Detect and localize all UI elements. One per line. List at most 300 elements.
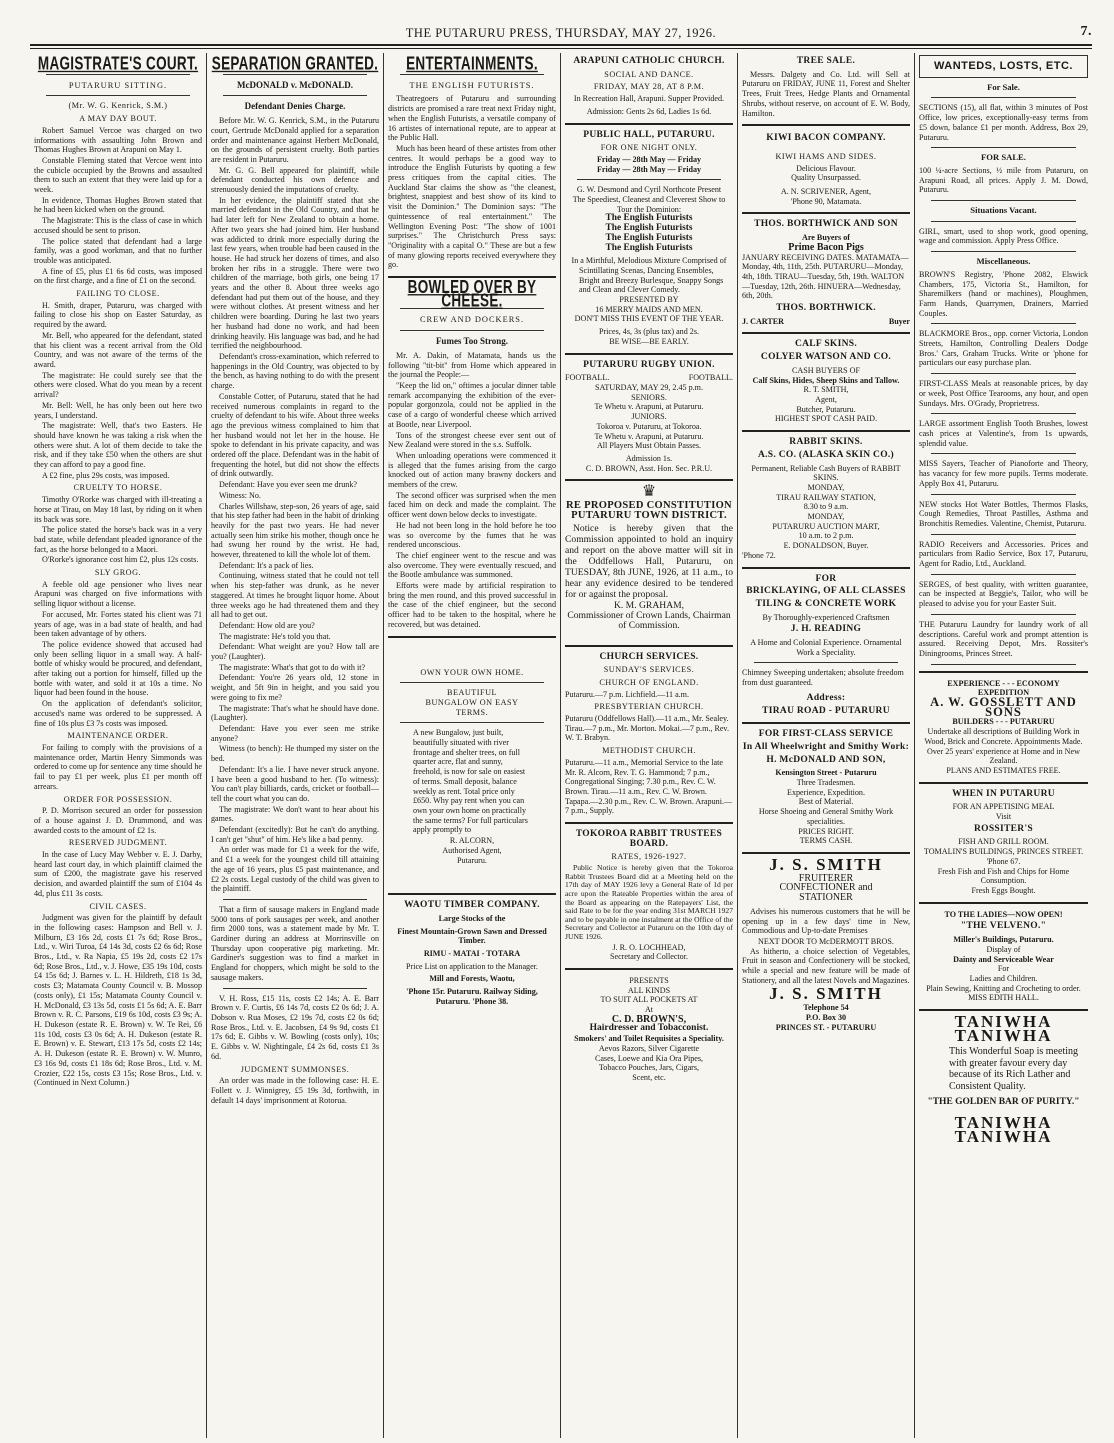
ad-trade: Hairdresser and Tobacconist. bbox=[589, 1023, 709, 1034]
paragraph: In her evidence, the plaintiff stated that she married defendant in the Old Country, and that he had later left for New Zealand to obtain a home. After two years she had joined him. Her husband was addicted to drink more especially during the last few years, when trouble had been caused in the house. He had struck her dozens of times, and also broken her ribs in a struggle. There were two children of the marriage, both girls, one being 17 years and the other 8. About three weeks ago defendant had put them out of the house, and they were without clothes. At present witness and her children were boarding. During he last two years her husband had done no work, and had been drinking heavily. His language was bad, and he had terrified the neighbourhood. bbox=[211, 195, 379, 351]
ad-name: J. S. SMITH bbox=[769, 855, 883, 874]
paragraph: A feeble old age pensioner who lives near Arapuni was charged on five informations with selling liquor without a license. bbox=[34, 579, 202, 609]
ad-date: SATURDAY, MAY 29, 2.45 p.m. bbox=[594, 382, 703, 392]
subhead: PUTARURU SITTING. bbox=[68, 80, 168, 90]
ad-football-row bbox=[565, 373, 733, 383]
ad-company: A.S. CO. (ALASKA SKIN CO.) bbox=[757, 449, 895, 460]
divider bbox=[46, 74, 190, 75]
notice-sig-title: Commissioner of Crown Lands, Chairman of Commission. bbox=[567, 610, 731, 631]
notice-sig: J. R. O. LOCHHEAD, bbox=[612, 942, 686, 952]
ad-agent-title: Authorised Agent, bbox=[442, 845, 502, 855]
ad-brand: TANIWHA bbox=[954, 1113, 1053, 1133]
ad-agent-title: Agent, bbox=[815, 394, 837, 404]
ad-body: Undertake all descriptions of Building Work in Wood, Brick and Concrete. Appointments Made. bbox=[924, 727, 1083, 746]
article-body bbox=[211, 116, 379, 894]
ad-line: Horse Shoeing and General Smithy Work specialities. bbox=[758, 807, 894, 826]
ad-line: Calf Skins, Hides, Sheep Skins and Tallow. bbox=[752, 375, 900, 385]
ad-signature: E. DONALDSON, Buyer. bbox=[783, 541, 869, 551]
column-3 bbox=[384, 53, 561, 1438]
ad-calf-skins bbox=[742, 340, 910, 424]
ad-brand: TANIWHA bbox=[954, 1025, 1053, 1045]
paragraph: Defendant: How old are you? bbox=[219, 620, 315, 630]
ad-line: NEXT DOOR TO McDERMOTT BROS. bbox=[758, 936, 894, 946]
ad-admission: Admission: Gents 2s 6d, Ladies 1s 6d. bbox=[586, 106, 712, 116]
section-title: RESERVED JUDGMENT. bbox=[68, 838, 168, 848]
ad-line: BUILDERS - - - PUTARURU bbox=[952, 717, 1055, 727]
ad-line: 8.30 to 9 a.m. bbox=[803, 502, 849, 512]
ad-title: ARAPUNI CATHOLIC CHURCH. bbox=[573, 56, 725, 66]
divider bbox=[742, 722, 910, 724]
ad-title: RABBIT SKINS. bbox=[789, 437, 863, 448]
paragraph: The police evidence showed that accused had only been selling liquor in a small way. A half-bottle of whisky would be procured, and defendant, after taking out a portion for himself, filled up the bottle with water, and sold it at 10s a time. No liquor had been found in the house. bbox=[34, 639, 202, 698]
paragraph: The magistrate: He's told you that. bbox=[219, 631, 331, 641]
ad-venue: In Recreation Hall, Arapuni. Supper Provided. bbox=[573, 94, 725, 104]
notice-title: TOKOROA RABBIT TRUSTEES BOARD. bbox=[575, 829, 723, 849]
paragraph: The magistrate: What's that got to do with it? bbox=[219, 662, 366, 672]
magistrate-name: (Mr. W. G. Kenrick, S.M.) bbox=[68, 101, 168, 111]
ad-name: J. S. SMITH bbox=[769, 984, 883, 1004]
paragraph: Much has been heard of these artistes from other centres. It would perhaps be a good way to introduce the English Futurists by quoting a few press critiques from the capital cities. The Auckland Star claims the show as "the cleanest, brightest, snappiest and best show of its kind to visit the Dominion." The Dominion says: "The quintessence of real entertainment." The Wellington Evening Post: "The show of 1001 surprises." The Christchurch Press says: "Originality with a capital O." These are but a few of many glowing reports received everywhere they go. bbox=[388, 143, 556, 270]
court-sections bbox=[34, 114, 202, 1088]
ad-name: A. W. GOSSLETT AND SONS bbox=[930, 695, 1077, 719]
column-4 bbox=[561, 53, 738, 1438]
paragraph: When unloading operations were commenced it is alleged that the fumes arising from the cargo knocked out of action many brawny dockers and members of the crew. bbox=[388, 450, 556, 490]
ad-line: Finest Mountain-Grown Sawn and Dressed Timber. bbox=[397, 926, 547, 946]
divider bbox=[565, 968, 733, 970]
section-title: ORDER FOR POSSESSION. bbox=[63, 794, 173, 804]
ad-title: FOR bbox=[815, 573, 837, 584]
divider bbox=[223, 899, 367, 900]
ad-name: H. McDONALD AND SON, bbox=[766, 754, 886, 765]
headline-magistrates-court: MAGISTRATE'S COURT. bbox=[37, 53, 199, 74]
ad-line: DON'T MISS THIS EVENT OF THE YEAR. bbox=[574, 314, 724, 324]
divider bbox=[931, 614, 1076, 615]
divider bbox=[46, 95, 190, 96]
paragraph: Mr. G. G. Bell appeared for plaintiff, while defendant conducted his own defence and strenuously denied the imputations of cruelty. bbox=[211, 165, 379, 195]
rabbit-trustees-notice bbox=[565, 830, 733, 962]
church-times: Putaruru.—7 p.m. Lichfield.—11 a.m. bbox=[565, 689, 690, 699]
divider bbox=[223, 988, 367, 989]
masthead-title: THE PUTARURU PRESS, THURSDAY, MAY 27, 1926. bbox=[405, 26, 717, 40]
headline-bowled-over: BOWLED OVER BY CHEESE. bbox=[407, 276, 537, 310]
ad-name-line: The English Futurists bbox=[605, 232, 693, 243]
divider bbox=[931, 251, 1076, 252]
headline-entertainments: ENTERTAINMENTS. bbox=[406, 53, 538, 74]
subhead: McDONALD v. McDONALD. bbox=[237, 79, 353, 90]
ad-name-line: The English Futurists bbox=[605, 242, 693, 253]
paragraph: The Magistrate: This is the class of case in which accused should be sent to prison. bbox=[34, 216, 202, 235]
divider bbox=[400, 722, 544, 723]
paragraph: Charles Willshaw, step-son, 26 years of age, said that his step father had been in the habit of drinking heavily for the past two years. He had never actually seen him strike his mother, though once he had swung her round by the wrist. He had, however, threatened to kill the whole lot of them. bbox=[211, 501, 379, 560]
paragraph: The magistrate: Well, that's two Easters. He should have known he was taking a risk when the others were shut. A lot of them decide to take the risk, and if they take £50 when the others are shut they can afford to pay a good fine. bbox=[34, 421, 202, 470]
classified-ad: RADIO Receivers and Accessories. Prices and particulars from Radio Service, Box 17, Putaruru, Agent for Radio, Ltd., Auckland. bbox=[919, 539, 1088, 569]
ad-borthwick bbox=[742, 220, 910, 326]
headline-separation-granted: SEPARATION GRANTED. bbox=[211, 53, 379, 74]
divider bbox=[565, 822, 733, 824]
ad-line: BRICKLAYING, OF ALL CLASSES bbox=[746, 586, 906, 597]
paragraph: Defendant: It's a pack of lies. bbox=[219, 560, 314, 570]
section-title: SLY GROG. bbox=[94, 568, 142, 578]
ad-buyer-name: J. CARTER bbox=[742, 316, 784, 326]
classified-ad: LARGE assortment English Tooth Brushes, lowest cash prices at Valentine's, from 1s upwards, splendid value. bbox=[919, 419, 1088, 448]
ad-line: Are Buyers of bbox=[802, 233, 850, 243]
ad-name-line: The English Futurists bbox=[605, 213, 693, 224]
ad-line: Scintillating Scenas, Dancing Ensembles, Bright and Breezy Burlesque, Snappy Songs and Clean and Clever Comedy. bbox=[579, 265, 724, 295]
ad-line: 'Phone 15r. Putaruru. Railway Siding, Putaruru. 'Phone 38. bbox=[406, 987, 538, 1006]
notice-sig: K. M. GRAHAM, bbox=[613, 600, 685, 612]
divider bbox=[565, 479, 733, 481]
ad-line: Prices, 4s, 3s (plus tax) and 2s. bbox=[598, 327, 700, 337]
paragraph: Defendant's cross-examination, which referred to happenings in the Old Country, was objected to by the bench, as having nothing to do with the present charge. bbox=[211, 351, 379, 391]
subhead: CREW AND DOCKERS. bbox=[419, 315, 525, 325]
ad-gosslett bbox=[919, 679, 1088, 776]
ad-line: By Thoroughly-experienced Craftsmen bbox=[762, 612, 890, 622]
ad-line: JUNIORS. bbox=[631, 412, 667, 422]
ad-line: PLANS AND ESTIMATES FREE. bbox=[946, 765, 1061, 775]
ad-line: For bbox=[997, 964, 1010, 974]
divider bbox=[565, 353, 733, 355]
paragraph: In evidence, Thomas Hughes Brown stated that he had been kicked when on the ground. bbox=[34, 195, 202, 215]
notice-constitution bbox=[565, 483, 733, 631]
church-heading: METHODIST CHURCH. bbox=[602, 746, 696, 756]
paragraph: Mr. Bell, who appeared for the defendant, stated that his client was a recent arrival from the Old Country, and was not aware of the terms of the award. bbox=[34, 330, 202, 369]
ad-line: Price List on application to the Manager. bbox=[406, 961, 538, 971]
ad-title: PUBLIC HALL, PUTARURU. bbox=[583, 129, 715, 140]
ad-brand: TANIWHA bbox=[954, 1126, 1053, 1146]
ad-line: EXPERIENCE - - - ECONOMY bbox=[947, 678, 1060, 688]
ad-line: Visit bbox=[995, 812, 1012, 822]
ad-line: Over 25 years' experience at Home and in New Zealand. bbox=[927, 746, 1080, 766]
divider bbox=[742, 852, 910, 854]
ad-public-hall bbox=[565, 131, 733, 347]
classified-ad: BLACKMORE Bros., opp. corner Victoria, London Streets, Hamilton, Controlling Dealers Dodge Bros.' Cars, Graham Trucks. Write or 'phone for particulars our easy purchase plan. bbox=[919, 329, 1088, 368]
ad-name: C. D. BROWN'S, bbox=[611, 1013, 687, 1025]
ad-line: TO THE LADIES—NOW OPEN! bbox=[944, 909, 1063, 919]
ad-line: Prime Bacon Pigs bbox=[788, 241, 864, 253]
divider bbox=[577, 179, 721, 180]
ad-line: TIRAU RAILWAY STATION, bbox=[776, 492, 876, 502]
paragraph: Defendant: What weight are you? How tall are you? (Laughter). bbox=[211, 642, 379, 662]
page-number: 7. bbox=[1080, 24, 1092, 39]
paragraph: O'Rorke's ignorance cost him £2, plus 12s costs. bbox=[42, 555, 199, 565]
paragraph: In the case of Lucy May Webber v. E. J. Darby, heard last court day, in which plaintiff claimed the sum of £200, the magistrate gave his reserved decision, and awarded plaintiff the sum of £104 4s 4d, plus £11 3s costs. bbox=[34, 850, 202, 898]
ad-phone: 'Phone 72. bbox=[742, 550, 776, 560]
ad-title: WAOTU TIMBER COMPANY. bbox=[404, 900, 540, 911]
ad-date-line: Friday — 28th May — Friday bbox=[596, 154, 702, 164]
ad-title: OWN YOUR OWN HOME. bbox=[420, 667, 524, 677]
ad-line: Admission 1s. bbox=[625, 453, 673, 463]
divider bbox=[742, 212, 910, 214]
ad-title: CALF SKINS. bbox=[794, 339, 858, 350]
paragraph: The chief engineer went to the rescue and was also overcome. They were eventually rescued, and the Bootle ambulance was summoned. bbox=[388, 550, 556, 580]
ad-line: The Speediest, Cleanest and Cleverest Show to Tour the Dominion: bbox=[572, 195, 726, 214]
ad-signature: C. D. BROWN, Asst. Hon. Sec. P.R.U. bbox=[585, 463, 713, 473]
ad-name: J. H. READING bbox=[790, 624, 862, 635]
ad-line: Plain Sewing, Knitting and Crocheting to order. bbox=[926, 983, 1081, 993]
ad-arapuni-church bbox=[565, 57, 733, 117]
ad-line: TILING & CONCRETE WORK bbox=[755, 598, 897, 609]
ad-line: Fresh Eggs Bought. bbox=[971, 886, 1036, 895]
ad-date-line: Friday — 28th May — Friday bbox=[596, 164, 702, 174]
subhead: Defendant Denies Charge. bbox=[244, 101, 346, 112]
ad-buyer-label: Buyer bbox=[888, 316, 910, 326]
ad-line: In All Wheelwright and Smithy Work: bbox=[742, 741, 910, 752]
ad-line: 16 MERRY MAIDS AND MEN. bbox=[595, 304, 703, 314]
paragraph: Defendant: Have you ever seen me drunk? bbox=[219, 480, 357, 490]
divider bbox=[754, 662, 898, 663]
ad-line: Quality Unsurpassed. bbox=[791, 173, 861, 183]
notice-sub: RATES, 1926-1927. bbox=[611, 852, 687, 862]
paragraph: H. Smith, draper, Putaruru, was charged with failing to close his shop on Easter Saturday, as required by the award. bbox=[34, 300, 202, 330]
classified-section: For Sale. bbox=[987, 81, 1020, 92]
ad-body: A new Bungalow, just built, beautifully situated with river frontage and shelter trees, on full quarter acre, flat and sunny, freehold, is now for sale on easiest of terms. Small deposit, balance weekly as rent. Total price only £650. Why pay rent when you can own your own home on practically the same terms? For full particulars apply promptly to bbox=[413, 728, 528, 835]
ad-line: CONFECTIONER and bbox=[779, 882, 873, 894]
church-sub: SUNDAY'S SERVICES. bbox=[603, 665, 695, 675]
summonses-paragraph: An order was made in the following case: H. E. Follett v. J. Winnigrey, £5 19s 3d, forthwith, in default 14 days' imprisonment at Rotorua. bbox=[211, 1076, 379, 1105]
ad-line: FISH AND GRILL ROOM. bbox=[958, 837, 1049, 847]
article-body bbox=[388, 94, 556, 270]
ad-line: In a Mirthful, Melodious Mixture Comprised of bbox=[571, 256, 727, 266]
ad-address: PRINCES ST. - PUTARURU bbox=[775, 1022, 877, 1032]
ad-agent: R. ALCORN, bbox=[449, 836, 495, 846]
classified-ad: MISS Sayers, Teacher of Pianoforte and Theory, has vacancy for few more pupils. Terms moderate. Apply Box 41, Putaruru. bbox=[919, 459, 1088, 488]
ad-agent-place: Butcher, Putaruru. bbox=[796, 404, 856, 414]
ad-street: Kensington Street - Putaruru bbox=[775, 768, 877, 778]
paragraph: On the application of defendant's solicitor, accused's name was ordered to be suppressed. A fine of 10s plus £3 7s costs was imposed. bbox=[34, 699, 202, 728]
paragraph: The second officer was surprised when the men faced him on deck and made the complaint. The officer went down below decks to investigate. bbox=[388, 490, 556, 520]
ad-line: Smokers' and Toilet Requisites a Speciality. bbox=[574, 1034, 724, 1044]
paragraph: Defendant: You're 26 years old, 12 stone in weight, and 5ft 9in in height, and you said you were going to fix me? bbox=[211, 673, 379, 702]
paragraph: The magistrate: That's what he should have done. (Laughter). bbox=[211, 703, 379, 723]
ad-sub: FOR ONE NIGHT ONLY. bbox=[600, 143, 698, 153]
paragraph: Defendant (excitedly): But he can't do anything. I can't get "shut" of him. He's like a bad penny. bbox=[211, 825, 379, 844]
ad-po-box: P.O. Box 30 bbox=[805, 1012, 847, 1022]
ad-line: STATIONER bbox=[799, 892, 853, 904]
ad-rossiter bbox=[919, 790, 1088, 896]
divider bbox=[565, 123, 733, 125]
paragraph: Judgment was given for the plaintiff by default in the following cases: Hampson and Bell v. J. Milburn, £3 16s 2d, costs £1 7s 6d; Rose Bros., Ltd., v. Wiri Turoa, £4 14s 3d, costs £2 6s 6d; Rose Bros., Ltd., v. Ra Napia, £5 19s 2d, costs £2 17s 6d; Rose Bros., Ltd., v. J. Howe, £35 19s 10d, costs £4 15s 6d; J. Barnes v. L. H. Hildreth, £18 1s 3d, costs £3; Matamata County Council v. B. Mossop (costs only), £1 15s; Matamata County Council v. H. McDonald, £3 13s 5d, costs £1 5s 6d; A. E. Barr Brown v. R. C. Parsons, £19 6s 10d, costs £3 9s; A. H. Dukeson (estate R. E. Brown) v. W. Te Rei, £6 11s 10d, costs £3 0s 6d; A. H. Dukeson (estate R. E. Brown) v. E. Stewart, £13 17s 5d, costs £2 14s; A. H. Dukeson (estate R. E. Brown) v. W. Munro, £3 16s 9d, costs £1 18s 6d; Rose Bros., Ltd. v. M. Crozier, £22 15s, costs £3 15s; Rose Bros., Ltd. v. (Continued in Next Column.) bbox=[34, 913, 202, 1088]
ad-address: TIRAU ROAD - PUTARURU bbox=[762, 705, 890, 716]
ad-line: FRUITERER bbox=[798, 872, 854, 884]
ad-name: "THE VELVENO." bbox=[960, 921, 1047, 932]
ad-line: FOR AN APPETISING MEAL bbox=[952, 802, 1055, 812]
divider bbox=[400, 330, 544, 331]
ad-line: MONDAY, bbox=[807, 512, 845, 522]
masthead bbox=[30, 26, 1092, 42]
ad-tree-sale bbox=[742, 57, 910, 118]
ad-line: Three Tradesmen. bbox=[796, 778, 856, 788]
paragraph: Before Mr. W. G. Kenrick, S.M., in the Putaruru court, Gertrude McDonald applied for a separation order and maintenance against Herbert McDonald, on the grounds of persistent cruelty. Both parties are resident in Putaruru. bbox=[211, 116, 379, 164]
ad-agent: A. N. SCRIVENER, Agent, bbox=[780, 187, 872, 197]
divider bbox=[400, 682, 544, 683]
ad-title: TREE SALE. bbox=[796, 56, 856, 66]
divider bbox=[931, 534, 1076, 535]
church-times: Putaruru.—11 a.m., Memorial Service to the late Mr. R. Alcorn, Rev. T. G. Hammond; 7 p.m., Congregational Singing; 7.30 p.m., Rev. C. W. Brown. Tirau.—11 a.m., Rev. C. W. Brown. Tapapa.—2.30 p.m., Rev. C. W. Brown. Arapuni.—7 p.m., Supply. bbox=[565, 757, 733, 816]
classified-section: Miscellaneous. bbox=[976, 256, 1031, 267]
classified-ad: BROWN'S Registry, 'Phone 2082, Elswick Chambers, 175, Victoria St., Hamilton, for Sharemilkers (hand or machines), Ploughmen, Farm Hands, Quarrymen, Drainers, Married Couples. bbox=[919, 269, 1088, 318]
paragraph: An order was made for £1 a week for the wife, and £1 a week for the youngest child till attaining the age of 16 years, plus £5 past maintenance, and £2 2s costs. Legal custody of the child was given to the plaintiff. bbox=[211, 845, 379, 894]
ad-line: SENIORS. bbox=[631, 392, 667, 402]
divider bbox=[388, 636, 556, 638]
ad-agent: R. T. SMITH, bbox=[803, 385, 849, 395]
paragraph: He had not been long in the hold before he too was so overcome by the fumes that he was rendered unconscious. bbox=[388, 520, 556, 550]
ad-football-left: FOOTBALL. bbox=[565, 373, 610, 383]
divider bbox=[919, 671, 1088, 673]
ad-telephone: Telephone 54 bbox=[803, 1003, 849, 1013]
divider bbox=[742, 124, 910, 126]
ad-football-right: FOOTBALL. bbox=[688, 373, 733, 383]
classified-ad: NEW stocks Hot Water Bottles, Thermos Flasks, Cough Remedies, Throat Pastilles, Asthma and Bronchitis Remedies. Valentine, Chemist, Putaruru. bbox=[919, 499, 1088, 528]
classified-ad: THE Putaruru Laundry for laundry work of all descriptions. Careful work and prompt attention is assured. Receiving Depot, Mrs. Rossiter's Diningrooms, Princes Street. bbox=[919, 619, 1088, 658]
notice-body: Notice is hereby given that the Commission appointed to hold an inquiry and report on the above matter will sit in the Oddfellows Hall, Putaruru, on TUESDAY, 8th JUNE, 1926, at 11 a.m., to hear any evidence desired to be tendered for or against the proposal. bbox=[565, 523, 733, 601]
column-1 bbox=[30, 53, 207, 1438]
ad-title: THOS. BORTHWICK AND SON bbox=[754, 219, 898, 230]
ad-line: Best of Material. bbox=[798, 797, 854, 807]
ad-name: ROSSITER'S bbox=[974, 823, 1033, 834]
column-5 bbox=[738, 53, 915, 1438]
ad-line: Display of bbox=[986, 944, 1021, 954]
ad-date: FRIDAY, MAY 28, AT 8 P.M. bbox=[593, 82, 705, 92]
ad-body: Messrs. Dalgety and Co. Ltd. will Sell at Putaruru on FRIDAY, JUNE 11, Forest and Shelter Trees, Fruit Trees, Hedge Plants and Ornamental Shrubs, without reserve, on account of E. W. Body, Hamilton. bbox=[742, 69, 910, 118]
classified-ad: SECTIONS (15), all flat, within 3 minutes of Post Office, low prices, exceptionally-easy terms from £5 down, balance £1 per month. Address, Box 29, Putaruru. bbox=[919, 103, 1088, 142]
divider bbox=[400, 74, 544, 75]
divider bbox=[919, 782, 1088, 784]
ad-sub: SOCIAL AND DANCE. bbox=[604, 69, 694, 79]
columns bbox=[30, 53, 1092, 1438]
ad-phone: 'Phone 90, Matamata. bbox=[790, 196, 862, 206]
paragraph: Witness: No. bbox=[219, 490, 261, 500]
section-title: CIVIL CASES. bbox=[89, 901, 147, 911]
ad-line: BE WISE—BE EARLY. bbox=[609, 336, 689, 346]
column-6 bbox=[915, 53, 1092, 1438]
paragraph: A £2 fine, plus 29s costs, was imposed. bbox=[42, 470, 170, 480]
divider bbox=[742, 430, 910, 432]
ad-line: PRESENTED BY bbox=[619, 295, 679, 305]
paragraph: Efforts were made by artificial respiration to bring the men round, and this proved successful in the case of the chief engineer, but the second officer had to be taken to the hospital, where he recovered, but was detained. bbox=[388, 581, 556, 629]
ad-line: WHEN IN PUTARURU bbox=[952, 788, 1055, 799]
ad-mcdonald-smithy bbox=[742, 730, 910, 846]
paragraph: Tons of the strongest cheese ever sent out of New Zealand were stored in the s.s. Suffolk. bbox=[388, 430, 556, 450]
paragraph: The magistrate: He could surely see that the others were closed. What do you mean by a recent arrival? bbox=[34, 370, 202, 400]
paragraph: Theatregoers of Putaruru and surrounding districts are promised a rare treat next Friday night, when the English Futurists, a versatile company of 16 artistes of international repute, are to appear at the Public Hall. bbox=[388, 94, 556, 143]
section-title: MAINTENANCE ORDER. bbox=[67, 731, 169, 741]
ad-line: HIGHEST SPOT CASH PAID. bbox=[775, 414, 877, 424]
divider bbox=[742, 567, 910, 569]
ad-rugby-union bbox=[565, 361, 733, 474]
ad-dates: JANUARY RECEIVING DATES. MATAMATA—Monday, 4th, 11th, 25th. PUTARURU—Monday, 4th, 18th. TIRAU—Tuesday, 5th, 19th. WALTON—Tuesday, 12th, 26th. HINUERA—Wednesday, 6th, 20th. bbox=[742, 252, 909, 301]
divider bbox=[931, 413, 1076, 414]
ad-sub: BEAUTIFUL BUNGALOW ON EASY TERMS. bbox=[425, 688, 519, 717]
paragraph: The magistrate: We don't want to hear about his games. bbox=[211, 804, 379, 824]
ad-line: Dainty and Serviceable Wear bbox=[953, 954, 1054, 964]
paragraph: Mr. A. Dakin, of Matamata, hands us the following "tit-bit" from Home which appeared in the journal the People:— bbox=[388, 350, 556, 380]
divider bbox=[931, 147, 1076, 148]
crest-icon: ♛ bbox=[641, 483, 657, 501]
divider bbox=[931, 323, 1076, 324]
classified-ad: 100 ¼-acre Sections, ½ mile from Putaruru, on Arapuni Road, all prices. Apply J. M. Dowd, Putaruru. bbox=[919, 165, 1088, 195]
paragraph: Robert Samuel Vercoe was charged on two informations with assaulting John Brown and Thomas Hughes Brown at Arapuni on May 1. bbox=[34, 125, 202, 155]
paragraph: P. D. Morrison secured an order for possession of a house against J. D. Drummond, and was awarded costs to the amount of £2 1s. bbox=[34, 806, 202, 835]
classified-ad: GIRL, smart, used to shop work, good opening, wage and commission. Apply Press Office. bbox=[919, 226, 1088, 246]
ad-body: Advises his numerous customers that he will be opening up in a few days' time in New, Commodious and Up-to-date Premises bbox=[742, 906, 910, 936]
divider bbox=[931, 200, 1076, 201]
ad-bricklaying bbox=[742, 575, 910, 717]
ad-body: As hitherto, a choice selection of Vegetables, Fruit in season and Confectionery will be stocked, while a special and new feature will be made of Stationery, and all the latest Novels and Magazines. bbox=[742, 946, 910, 985]
paragraph: The police stated the horse's back was in a very bad state, while defendant pleaded ignorance of the fact, as the horse belonged to a Maori. bbox=[34, 525, 202, 554]
section-title: FAILING TO CLOSE. bbox=[76, 289, 160, 299]
ad-line: CASH BUYERS OF bbox=[792, 365, 860, 375]
section-title: CRUELTY TO HORSE. bbox=[73, 483, 163, 493]
divider bbox=[931, 97, 1076, 98]
ad-company: COLYER WATSON AND CO. bbox=[760, 352, 892, 363]
ad-line: TOMALIN'S BUILDINGS, PRINCES STREET. bbox=[923, 847, 1084, 857]
divider bbox=[931, 494, 1076, 495]
column-2 bbox=[207, 53, 384, 1438]
ad-title: KIWI BACON COMPANY. bbox=[766, 133, 886, 144]
classified-ad: FIRST-CLASS Meals at reasonable prices, by day or week, Post Office Tearooms, any hour, and open Sundays. Mrs. O'Grady, Proprietress. bbox=[919, 379, 1088, 408]
continued-paragraph: V. H. Ross, £15 11s, costs £2 14s; A. E. Barr Brown v. F. Curtis, £6 14s 7d, costs £2 0s 6d; J. A. Dobson v. Rua Moses, £2 19s 7d, costs £2 0s 6d; Rose Bros., Ltd. v. E. Jacobsen, £4 9s 9d, costs £1 17s 6d; E. Gibbs v. W. Bowling (costs only), 10s; E. Gibbs v. W. Nightingale, £4 2s 6d, costs £1 3s 6d. bbox=[211, 993, 379, 1061]
ad-body: This Wonderful Soap is meeting with greater favour every day because of its Rich Lather and Consistent Quality. bbox=[949, 1046, 1078, 1092]
ad-title: PUTARURU RUGBY UNION. bbox=[583, 359, 715, 370]
ad-velveno bbox=[919, 910, 1088, 1003]
divider bbox=[223, 95, 367, 96]
subhead: THE ENGLISH FUTURISTS. bbox=[409, 80, 535, 90]
ad-line: KIWI HAMS AND SIDES. bbox=[775, 151, 877, 161]
divider bbox=[931, 453, 1076, 454]
divider bbox=[565, 645, 733, 647]
paragraph: Constable Cotter, of Putaruru, stated that he had received numerous complaints in regard to the cruelty of defendant to his wife. About three weeks ago the previous witness complained to him that her husband would not let her in the house. He spoke to defendant in his private capacity, and was ordered off the place. Defendant was in the habit of frequenting the hotel, but did not show the effects of drink outwardly. bbox=[211, 391, 379, 479]
paragraph: "Keep the lid on," oftimes a jocular dinner table remark accompanying the exhibition of the ever-popular gorgonzola, could not be applied in the case of a cargo of wonderful cheese which arrived at Bootle, near Liverpool. bbox=[388, 380, 556, 429]
ad-line: ALL KINDS bbox=[627, 985, 671, 995]
ad-buyer-row bbox=[742, 317, 910, 327]
paragraph: Defendant: Have you ever seen me strike anyone? bbox=[211, 724, 379, 743]
masthead-rule-thin bbox=[30, 48, 1092, 49]
divider bbox=[742, 332, 910, 334]
divider bbox=[388, 893, 556, 895]
paragraph: A fine of £5, plus £1 6s 6d costs, was imposed on the first charge, and a fine of £1 on the second. bbox=[34, 266, 202, 286]
ad-line: Miller's Buildings, Putaruru. bbox=[953, 935, 1054, 945]
church-services bbox=[565, 653, 733, 817]
ad-line: G. W. Desmond and Cyril Northcote Present bbox=[576, 185, 722, 195]
ad-brand: TANIWHA bbox=[954, 1012, 1053, 1032]
ad-slogan: "THE GOLDEN BAR OF PURITY." bbox=[927, 1097, 1080, 1108]
classified-ad: SERGES, of best quality, with written guarantee, can be inspected at Beggie's, Tailor, who will be pleased to advise you for your Easter Suit. bbox=[919, 579, 1088, 609]
ad-line: At bbox=[644, 1005, 654, 1015]
paragraph: Continuing, witness stated that he could not tell when his step-father was drunk, as he never staggered. At times he brought liquor home. About three weeks ago he had threatened them and they all had to get out. bbox=[211, 571, 379, 620]
classifieds-header-box bbox=[919, 55, 1088, 78]
ad-line: Ladies and Children. bbox=[969, 973, 1038, 983]
ad-line: Delicious Flavour. bbox=[796, 163, 856, 173]
sausage-paragraph: That a firm of sausage makers in England made 5000 tons of pork sausages per week, and another firm 2000 tons, was a statement made by Mr. T. Gardiner during an address at Morrinsville on Thursday upon cooperative pig marketing. Mr. Gardiner's suggestion was to find a market in England for choppers, which might be sold to the sausage makers. bbox=[211, 904, 379, 982]
ad-line: A Home and Colonial Experience. Ornamental Work a Speciality. bbox=[750, 638, 902, 657]
notice-sig-title: Secretary and Collector. bbox=[610, 952, 688, 962]
ad-line: MONDAY, bbox=[807, 482, 845, 492]
ad-line: PUTARURU AUCTION MART, bbox=[772, 521, 880, 531]
divider bbox=[931, 574, 1076, 575]
paragraph: The police stated that defendant had a large family, was a good workman, and that no further trouble was anticipated. bbox=[34, 236, 202, 265]
ad-signature: MISS EDITH HALL. bbox=[968, 993, 1039, 1003]
paragraph: Witness (to bench): He thumped my sister on the bed. bbox=[211, 744, 379, 764]
church-heading: PRESBYTERIAN CHURCH. bbox=[594, 702, 704, 712]
ad-line: Large Stocks of the bbox=[438, 913, 506, 923]
article-body bbox=[388, 351, 556, 630]
paragraph: Constable Fleming stated that Vercoe went into the cubicle occupied by the Browns and assaulted them to such an extent that they were laid up for a week. bbox=[34, 155, 202, 195]
church-times: Putaruru (Oddfellows Hall).—11 a.m., Mr. Sealey. Tirau.—7 p.m., Mr. Morton. Mokai.—7 p.m., Rev. W. T. Brabyn. bbox=[565, 714, 729, 743]
divider bbox=[931, 221, 1076, 222]
ad-js-smith bbox=[742, 855, 910, 1032]
paragraph: For failing to comply with the provisions of a maintenance order, Martin Henry Simmonds was ordered to come up for sentence any time should he fail to pay £1 per week, plus £1 per month off arrears. bbox=[34, 743, 202, 791]
ad-line: Tokoroa v. Putaruru, at Tokoroa. bbox=[596, 421, 702, 431]
